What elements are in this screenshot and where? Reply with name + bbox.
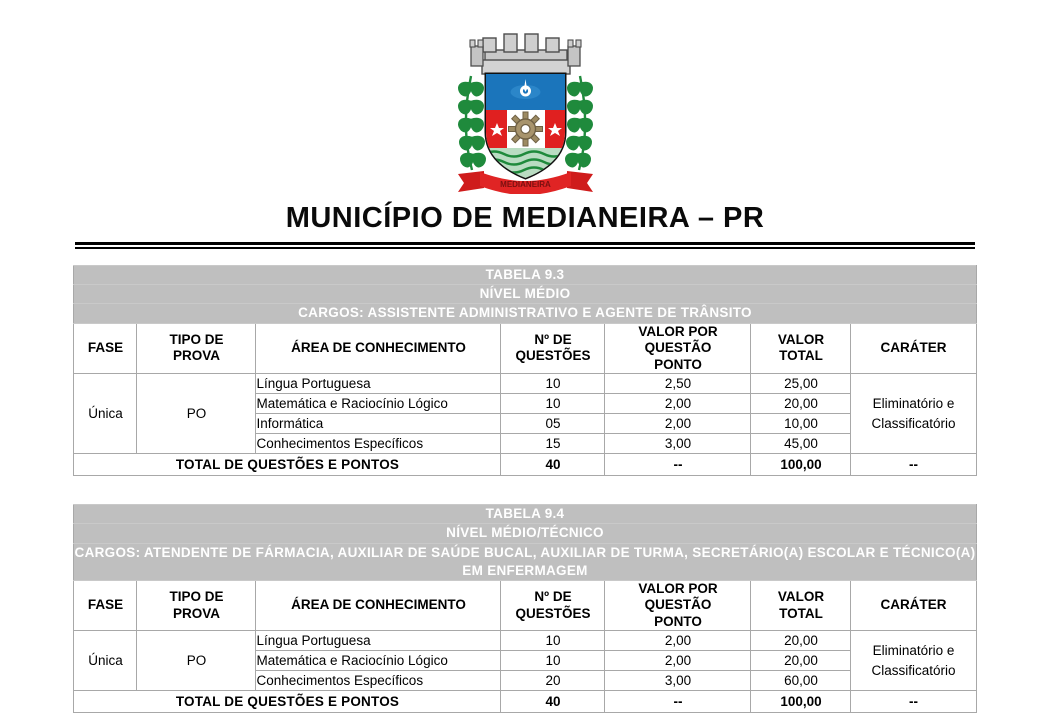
total-carater: -- — [851, 454, 976, 476]
column-header-valor-questao — [605, 323, 751, 373]
cell-carater — [851, 374, 976, 454]
table-level: NÍVEL MÉDIO/TÉCNICO — [74, 524, 976, 543]
header-line: VALOR — [777, 589, 825, 605]
cell-questoes: 20 — [501, 671, 605, 691]
header-line: TIPO DE — [169, 331, 224, 347]
cell-tipo-prova: PO — [137, 631, 256, 691]
total-questoes: 40 — [501, 454, 605, 476]
page-title: MUNICÍPIO DE MEDIANEIRA – PR — [285, 202, 765, 234]
cell-tipo-prova: PO — [137, 374, 256, 454]
cell-area: Informática — [256, 414, 501, 434]
cell-valor-questao: 3,00 — [605, 671, 751, 691]
cell-questoes: 10 — [501, 631, 605, 651]
table-band-row — [74, 304, 976, 323]
cell-valor-total: 10,00 — [751, 414, 851, 434]
table-cargos: CARGOS: ATENDENTE DE FÁRMACIA, AUXILIAR DE SAÚDE BUCAL, AUXILIAR DE TURMA, SECRETÁRIO(A) ESCOLAR E TÉCNICO(A) EM ENFERMAGEM — [74, 543, 976, 580]
column-header-valor-questao — [605, 580, 751, 630]
cell-area: Língua Portuguesa — [256, 631, 501, 651]
column-header-questoes — [501, 323, 605, 373]
cell-questoes: 15 — [501, 434, 605, 454]
cell-valor-questao: 2,00 — [605, 631, 751, 651]
cell-carater — [851, 631, 976, 691]
carater-line: Eliminatório e — [872, 396, 955, 411]
column-header-fase — [74, 323, 137, 373]
cell-valor-questao: 2,00 — [605, 414, 751, 434]
table-band-row — [74, 285, 976, 304]
carater-line: Classificatório — [871, 415, 956, 431]
table-band-row — [74, 543, 976, 580]
cell-area: Conhecimentos Específicos — [256, 671, 501, 691]
header-line: QUESTÃO — [644, 597, 712, 613]
table-9-4 — [73, 504, 976, 713]
header-line: VALOR POR — [638, 580, 718, 596]
cell-valor-total: 45,00 — [751, 434, 851, 454]
corn-stalk-right — [566, 76, 592, 170]
carater-line: Classificatório — [871, 662, 956, 678]
column-header-carater — [851, 580, 976, 630]
header-line: TOTAL — [779, 605, 823, 621]
cell-questoes: 10 — [501, 394, 605, 414]
table-total-row — [74, 691, 976, 713]
table-band-row — [74, 524, 976, 543]
header-line: TOTAL — [779, 348, 823, 364]
header-line: VALOR POR — [638, 323, 718, 339]
table-9-3 — [73, 265, 976, 476]
column-header-tipo-prova — [137, 580, 256, 630]
header-line: VALOR — [777, 331, 825, 347]
header-line: QUESTÕES — [515, 348, 591, 364]
header-line: FASE — [87, 597, 124, 613]
cell-questoes: 05 — [501, 414, 605, 434]
cell-valor-total: 20,00 — [751, 631, 851, 651]
table-cargos: CARGOS: ASSISTENTE ADMINISTRATIVO E AGENTE DE TRÂNSITO — [74, 304, 976, 323]
cell-valor-questao: 3,00 — [605, 434, 751, 454]
table-level: NÍVEL MÉDIO — [74, 285, 976, 304]
cell-valor-questao: 2,00 — [605, 394, 751, 414]
header-line: Nº DE — [534, 589, 572, 605]
table-band-row — [74, 505, 976, 524]
column-header-area — [256, 323, 501, 373]
coat-of-arms-icon — [438, 22, 613, 194]
total-valor-questao: -- — [605, 691, 751, 713]
cell-valor-questao: 2,50 — [605, 374, 751, 394]
header-line: PONTO — [654, 613, 702, 629]
header-line: QUESTÃO — [644, 340, 712, 356]
column-header-area — [256, 580, 501, 630]
document-header — [0, 0, 1050, 249]
cell-valor-total: 20,00 — [751, 394, 851, 414]
cell-area: Conhecimentos Específicos — [256, 434, 501, 454]
header-line: ÁREA DE CONHECIMENTO — [291, 597, 466, 613]
header-line: TIPO DE — [169, 589, 224, 605]
total-label: TOTAL DE QUESTÕES E PONTOS — [74, 691, 501, 713]
cell-area: Matemática e Raciocínio Lógico — [256, 394, 501, 414]
table-band-row — [74, 266, 976, 285]
header-line: CARÁTER — [880, 340, 947, 356]
column-header-valor-total — [751, 323, 851, 373]
total-questoes: 40 — [501, 691, 605, 713]
table-header-row — [74, 323, 976, 373]
header-line: PONTO — [654, 356, 702, 372]
header-line: Nº DE — [534, 331, 572, 347]
column-header-tipo-prova — [137, 323, 256, 373]
crest-container — [0, 0, 1050, 194]
total-valor-total: 100,00 — [751, 454, 851, 476]
total-valor-total: 100,00 — [751, 691, 851, 713]
column-header-fase — [74, 580, 137, 630]
table-total-row — [74, 454, 976, 476]
header-line: QUESTÕES — [515, 605, 591, 621]
header-line: CARÁTER — [880, 597, 947, 613]
cell-valor-total: 60,00 — [751, 671, 851, 691]
shield-icon — [484, 72, 568, 180]
cell-valor-total: 25,00 — [751, 374, 851, 394]
total-label: TOTAL DE QUESTÕES E PONTOS — [74, 454, 501, 476]
table-row — [74, 631, 976, 651]
table-label: TABELA 9.3 — [74, 266, 976, 285]
cell-area: Língua Portuguesa — [256, 374, 501, 394]
header-line: ÁREA DE CONHECIMENTO — [291, 340, 466, 356]
header-line: PROVA — [172, 605, 220, 621]
total-valor-questao: -- — [605, 454, 751, 476]
cell-valor-total: 20,00 — [751, 651, 851, 671]
header-line: PROVA — [172, 348, 220, 364]
table-spacer — [0, 476, 1050, 504]
cell-questoes: 10 — [501, 374, 605, 394]
table-row — [74, 374, 976, 394]
cell-fase: Única — [74, 374, 137, 454]
column-header-valor-total — [751, 580, 851, 630]
column-header-questoes — [501, 580, 605, 630]
cell-questoes: 10 — [501, 651, 605, 671]
corn-stalk-left — [459, 76, 485, 170]
cell-valor-questao: 2,00 — [605, 651, 751, 671]
cell-area: Matemática e Raciocínio Lógico — [256, 651, 501, 671]
ribbon-text: MEDIANEIRA — [499, 180, 551, 189]
cell-fase: Única — [74, 631, 137, 691]
total-carater: -- — [851, 691, 976, 713]
table-header-row — [74, 580, 976, 630]
carater-line: Eliminatório e — [872, 643, 955, 659]
title-divider — [75, 242, 975, 249]
table-label: TABELA 9.4 — [74, 505, 976, 524]
header-line: FASE — [87, 340, 124, 356]
column-header-carater — [851, 323, 976, 373]
